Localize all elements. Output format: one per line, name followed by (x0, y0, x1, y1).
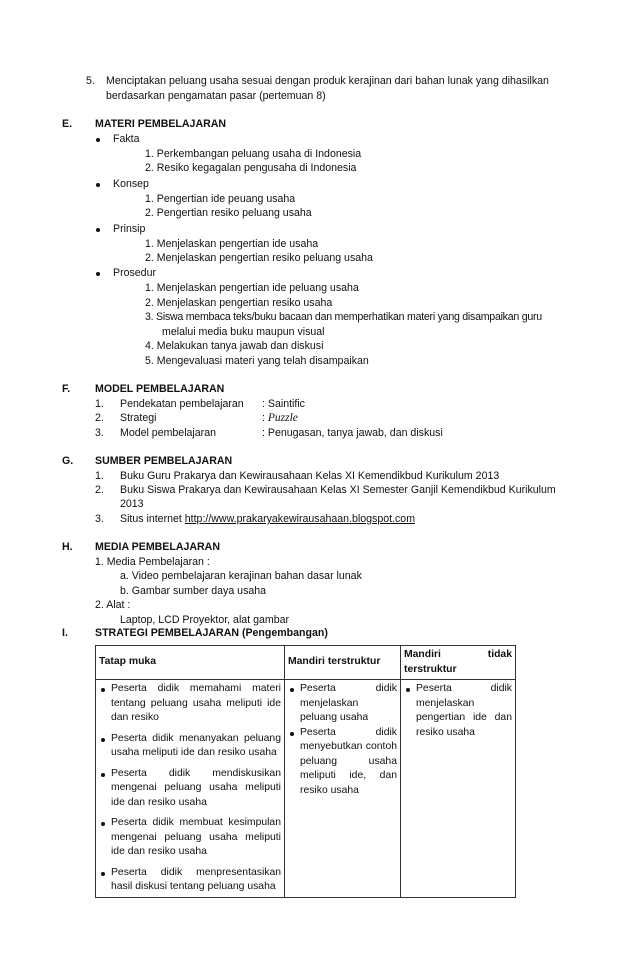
bullet-icon (96, 272, 100, 276)
section-e-title: MATERI PEMBELAJARAN (95, 118, 227, 130)
header-mandiri-terstruktur: Mandiri terstruktur (285, 646, 401, 680)
list-item: 2. Pengertian resiko peluang usaha (145, 207, 312, 219)
list-item: 1. Pengertian ide peuang usaha (145, 193, 296, 205)
model-row-number: 2. (95, 412, 104, 424)
model-row-value (262, 411, 298, 426)
source-number: 2. (95, 484, 104, 496)
bullet-icon (101, 872, 105, 876)
list-item: Peserta didik membuat kesimpulan mengenai peluang usaha meliputi ide dan resiko usaha (99, 816, 281, 860)
model-row-label: Model pembelajaran (120, 427, 216, 439)
list-item: Peserta didik menpresentasikan hasil diskusi tentang peluang usaha (99, 866, 281, 895)
source-label: Situs internet (120, 513, 185, 525)
source-text: Buku Guru Prakarya dan Kewirausahaan Kelas XI Kemendikbud Kurikulum 2013 (120, 470, 500, 482)
list-item: 3. Siswa membaca teks/buku bacaan dan memperhatikan materi yang disampaikan guru (145, 311, 542, 323)
source-text: Buku Siswa Prakarya dan Kewirausahaan Kelas XI Semester Ganjil Kemendikbud Kurikulum (120, 484, 556, 496)
list-item: 2. Menjelaskan pengertian resiko usaha (145, 297, 333, 309)
list-item: Peserta didik menjelaskan pengertian ide dan resiko usaha (404, 682, 512, 740)
list-item: 1. Perkembangan peluang usaha di Indonesia (145, 148, 362, 160)
model-row-label: Strategi (120, 412, 157, 424)
strategy-table (95, 645, 516, 898)
media-item: 1. Media Pembelajaran : (95, 556, 210, 568)
strategy-value: Puzzle (267, 412, 298, 424)
bullet-icon (290, 688, 294, 692)
list-item: 2. Resiko kegagalan pengusaha di Indonesia (145, 162, 357, 174)
section-f-title: MODEL PEMBELAJARAN (95, 383, 225, 395)
bullet-icon (96, 228, 100, 232)
list-item: Peserta didik menyebutkan contoh peluang usaha meliputi ide, dan resiko usaha (288, 726, 397, 799)
header-mandiri-tidak-terstruktur (401, 646, 516, 680)
website-link[interactable]: http://www.prakaryakewirausahaan.blogspot.com (184, 513, 416, 525)
media-subitem: a. Video pembelajaran kerajinan bahan dasar lunak (120, 570, 362, 582)
tatap-muka-list (99, 682, 281, 895)
bullet-icon (290, 732, 294, 736)
list-item: 5. Mengevaluasi materi yang telah disampaikan (145, 355, 369, 367)
section-g-letter: G. (62, 455, 74, 467)
header-word: tidak (487, 649, 512, 660)
group-label-fakta: Fakta (113, 133, 140, 145)
list-item: 1. Menjelaskan pengertian ide peluang usaha (145, 282, 359, 294)
intro-item-number: 5. (86, 75, 95, 87)
header-word: Mandiri (404, 649, 441, 660)
section-g-title: SUMBER PEMBELAJARAN (95, 455, 233, 467)
source-number: 1. (95, 470, 104, 482)
tools-list: Laptop, LCD Proyektor, alat gambar (120, 614, 290, 626)
model-row-value: : Penugasan, tanya jawab, dan diskusi (262, 427, 443, 439)
media-item: 2. Alat : (95, 599, 131, 611)
list-item: 2. Menjelaskan pengertian resiko peluang usaha (145, 252, 373, 264)
model-row-number: 1. (95, 398, 104, 410)
table-row (96, 680, 516, 898)
bullet-icon (101, 822, 105, 826)
list-item: Peserta didik menjelaskan peluang usaha (288, 682, 397, 726)
mandiri-tidak-terstruktur-list (404, 682, 512, 740)
section-i-title: STRATEGI PEMBELAJARAN (Pengembangan) (95, 627, 328, 639)
model-row-number: 3. (95, 427, 104, 439)
list-item: Peserta didik memahami materi tentang peluang usaha meliputi ide dan resiko (99, 682, 281, 726)
group-label-konsep: Konsep (113, 178, 149, 190)
cell-mandiri-terstruktur (285, 680, 401, 898)
model-row-value: : Saintific (262, 398, 305, 410)
bullet-icon (96, 183, 100, 187)
header-word: terstruktur (404, 663, 457, 675)
section-i-letter: I. (62, 627, 68, 639)
bullet-icon (101, 773, 105, 777)
table-header-row (96, 646, 516, 680)
bullet-icon (406, 688, 410, 692)
list-item: Peserta didik mendiskusikan mengenai peluang usaha meliputi ide dan resiko usaha (99, 767, 281, 811)
section-h-letter: H. (62, 541, 73, 553)
list-item-continuation: melalui media buku maupun visual (162, 326, 325, 338)
section-h-title: MEDIA PEMBELAJARAN (95, 541, 220, 553)
bullet-icon (101, 738, 105, 742)
bullet-icon (101, 688, 105, 692)
list-item: 1. Menjelaskan pengertian ide usaha (145, 238, 319, 250)
media-subitem: b. Gambar sumber daya usaha (120, 585, 267, 597)
cell-tatap-muka (96, 680, 285, 898)
intro-item-line1: Menciptakan peluang usaha sesuai dengan produk kerajinan dari bahan lunak yang dihasilkan (106, 75, 549, 87)
value-prefix: : (262, 412, 268, 424)
intro-item-line2: berdasarkan pengamatan pasar (pertemuan 8) (106, 90, 326, 102)
cell-mandiri-tidak-terstruktur (401, 680, 516, 898)
group-label-prinsip: Prinsip (113, 223, 146, 235)
header-tatap-muka: Tatap muka (96, 646, 285, 680)
source-number: 3. (95, 513, 104, 525)
section-f-letter: F. (62, 383, 71, 395)
group-label-prosedur: Prosedur (113, 267, 156, 279)
source-text (120, 512, 415, 527)
mandiri-terstruktur-list (288, 682, 397, 798)
section-e-letter: E. (62, 118, 73, 130)
list-item: 4. Melakukan tanya jawab dan diskusi (145, 340, 324, 352)
list-item: Peserta didik menanyakan peluang usaha meliputi ide dan resiko usaha (99, 732, 281, 761)
model-row-label: Pendekatan pembelajaran (120, 398, 244, 410)
bullet-icon (96, 138, 100, 142)
source-text-continuation: 2013 (120, 498, 144, 510)
